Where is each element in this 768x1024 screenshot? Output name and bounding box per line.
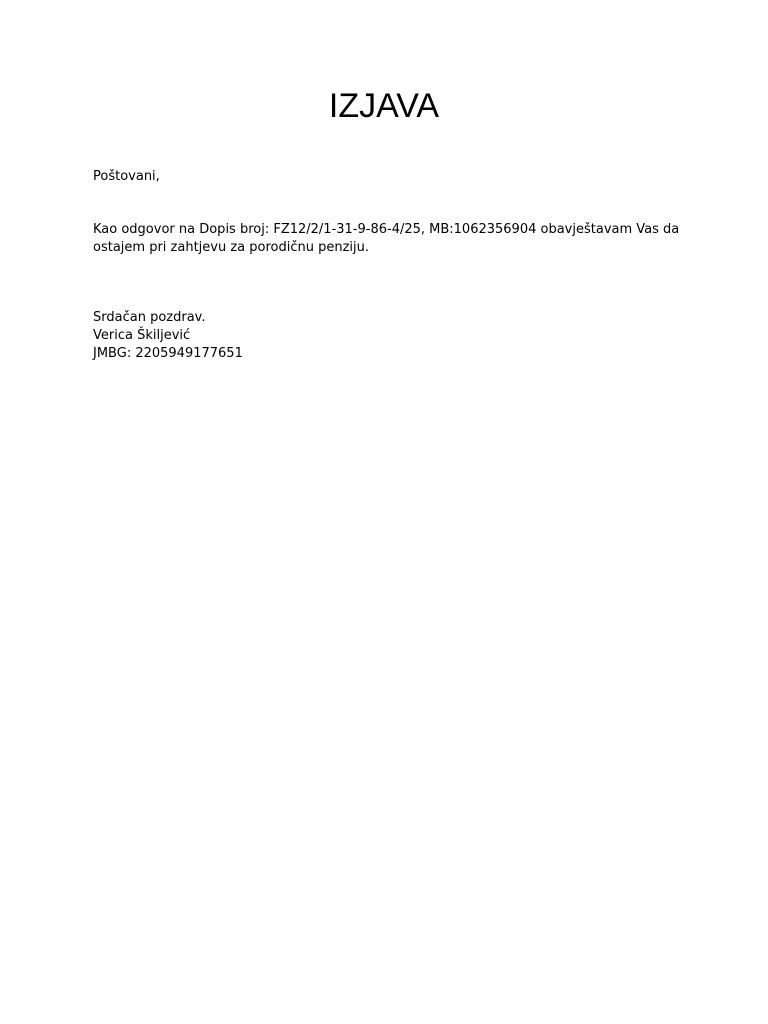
body-line: Kao odgovor na Dopis broj: FZ12/2/1-31-9-86-4/25, MB:1062356904 obavještavam Vas da [93,222,680,237]
body-paragraph [93,221,683,257]
signer-name: Verica Škiljević [93,328,191,343]
body-line: ostajem pri zahtjevu za porodičnu penziju. [93,240,370,255]
signature-block [93,309,683,363]
greeting: Poštovani, [93,169,160,184]
document-title: IZJAVA [328,87,440,125]
closing-line: Srdačan pozdrav. [93,310,206,325]
jmbg-line: JMBG: 2205949177651 [93,346,243,361]
